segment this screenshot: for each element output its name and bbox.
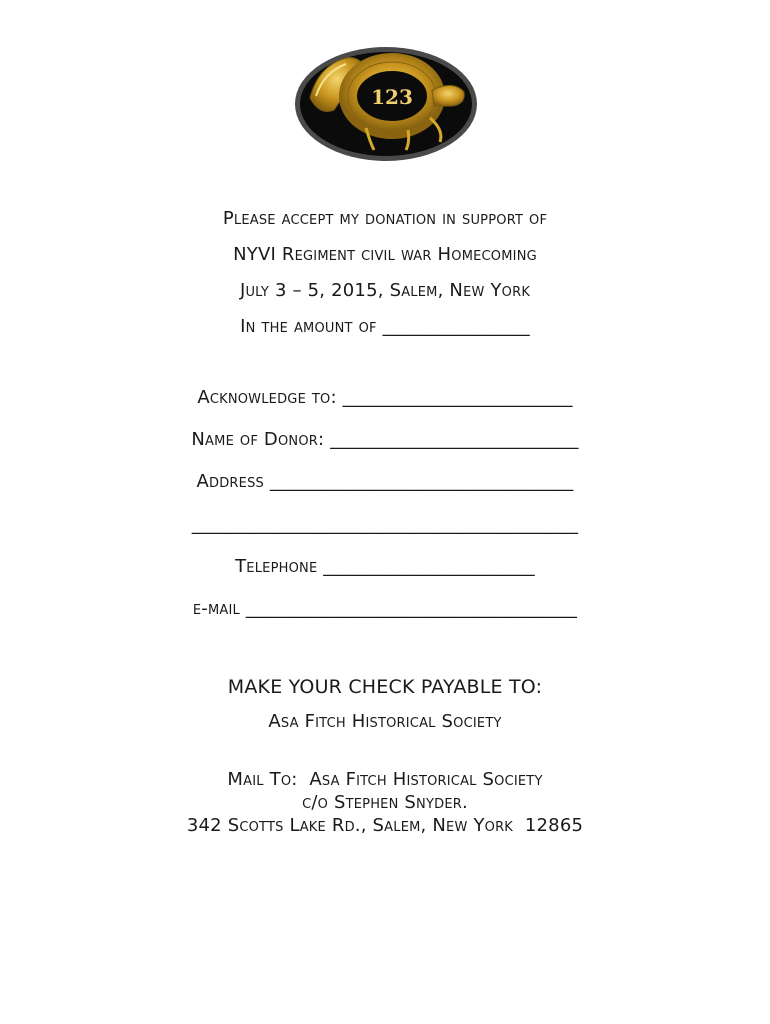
- mail-to-line: Mail To: Asa Fitch Historical Society: [227, 769, 543, 790]
- acknowledge-to-field: Acknowledge to: _________________________: [197, 387, 573, 408]
- donor-name-field: Name of Donor: ___________________________: [191, 429, 579, 450]
- donation-amount-field: In the amount of ________________: [240, 316, 530, 337]
- address-field: Address _________________________________: [196, 471, 574, 492]
- event-date-location-text: July 3 – 5, 2015, Salem, New York: [239, 280, 531, 301]
- address-line-2-field: __________________________________________: [191, 514, 579, 535]
- regiment-bugle-badge-icon: [294, 46, 478, 162]
- telephone-field: Telephone _______________________: [235, 556, 535, 577]
- mail-address-line: 342 Scotts Lake Rd., Salem, New York 12865: [186, 815, 584, 836]
- mail-care-of-line: c/o Stephen Snyder.: [302, 792, 468, 813]
- payee-name: Asa Fitch Historical Society: [268, 711, 502, 732]
- check-payable-instruction: MAKE YOUR CHECK PAYABLE TO:: [227, 676, 543, 698]
- badge-number: 123: [371, 85, 413, 109]
- event-name-text: NYVI Regiment civil war Homecoming: [233, 244, 537, 265]
- donation-intro-text: Please accept my donation in support of: [222, 208, 548, 229]
- email-field: e-mail ____________________________________: [192, 598, 578, 619]
